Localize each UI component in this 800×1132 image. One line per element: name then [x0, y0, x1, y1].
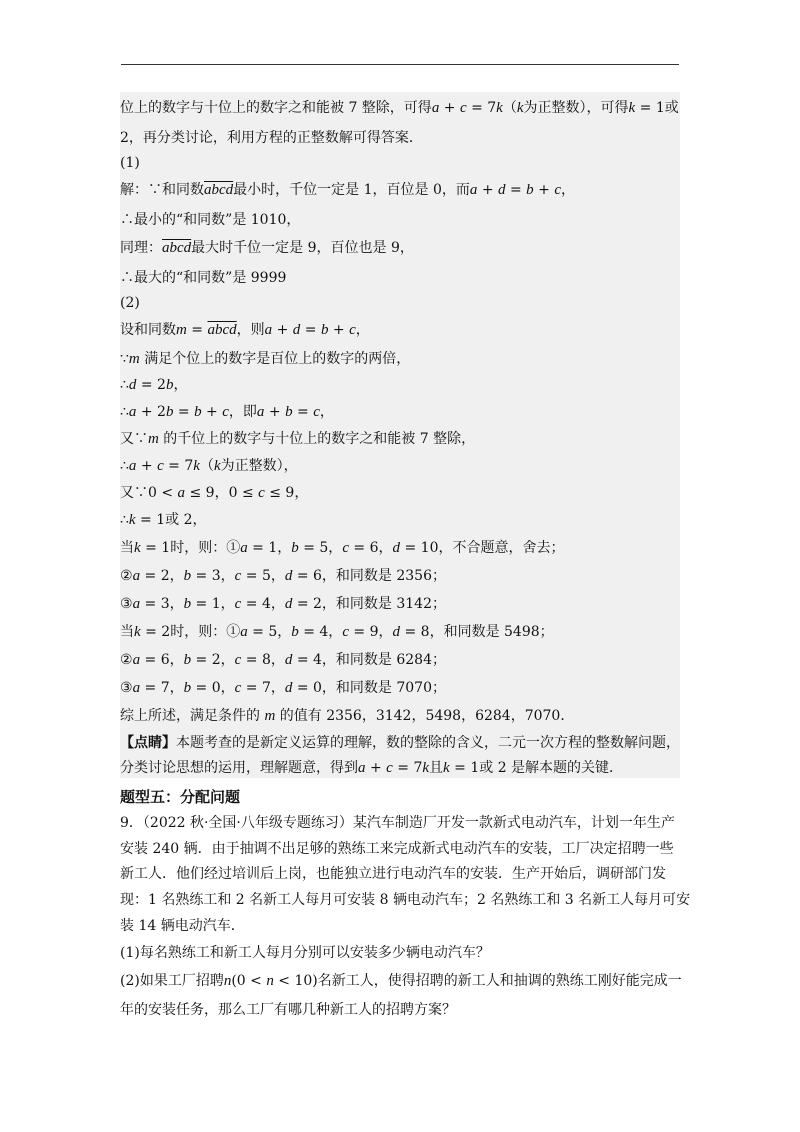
text-line: 年的安装任务，那么工厂有哪几种新工人的招聘方案？: [120, 1002, 456, 1018]
text-line: 当k = 1时，则：①a = 1，b = 5，c = 6，d = 10，不合题意，舍去；: [120, 540, 565, 556]
text-line: 安装 240 辆．由于抽调不出足够的熟练工来完成新式电动汽车的安装，工厂决定招聘一些: [120, 841, 674, 857]
section-heading: 题型五：分配问题: [120, 788, 241, 806]
text-line: ∴a + 2b = b + c，即a + b = c，: [120, 404, 334, 420]
text-line: 装 14 辆电动汽车．: [120, 918, 245, 934]
text-line: 分类讨论思想的运用，理解题意，得到a + c = 7k且k = 1或 2 是解本题的关键．: [120, 760, 624, 776]
text-line: ∴k = 1或 2，: [120, 512, 207, 528]
text-line: 新工人．他们经过培训后上岗，也能独立进行电动汽车的安装．生产开始后，调研部门发: [120, 866, 666, 882]
text-line: 现：1 名熟练工和 2 名新工人每月可安装 8 辆电动汽车；2 名熟练工和 3 名新工人每月可安: [120, 892, 691, 908]
text-line: 解：∵和同数abcd最小时，千位一定是 1，百位是 0，而a + d = b + c，: [120, 182, 575, 198]
text-line: 9．（2022 秋·全国·八年级专题练习）某汽车制造厂开发一款新式电动汽车，计划一年生产: [120, 815, 675, 831]
text-line: 2，再分类讨论，利用方程的正整数解可得答案．: [120, 130, 423, 146]
text-line: 又∵0 < a ≤ 9，0 ≤ c ≤ 9，: [120, 485, 309, 501]
text-line: 同理：abcd最大时千位一定是 9，百位也是 9，: [120, 240, 414, 256]
text-line: ②a = 2，b = 3，c = 5，d = 6，和同数是 2356；: [120, 568, 446, 584]
text-line: ∴d = 2b，: [120, 377, 188, 393]
text-line: ∴a + c = 7k（k为正整数），: [120, 458, 298, 474]
text-line: (2)如果工厂招聘n(0 < n < 10)名新工人，使得招聘的新工人和抽调的熟练工刚好能完成一: [120, 973, 682, 989]
text-line: 当k = 2时，则：①a = 5，b = 4，c = 9，d = 8，和同数是 5498；: [120, 624, 554, 640]
text-line: ③a = 7，b = 0，c = 7，d = 0，和同数是 7070；: [120, 680, 446, 696]
header-rule: [121, 64, 679, 65]
text-line: ∵m 满足个位上的数字是百位上的数字的两倍，: [120, 351, 411, 367]
text-line: (1)每名熟练工和新工人每月分别可以安装多少辆电动汽车？: [120, 945, 490, 961]
text-line: 综上所述，满足条件的 m 的值有 2356，3142，5498，6284，7070．: [120, 708, 575, 724]
text-line: 又∵m 的千位上的数字与十位上的数字之和能被 7 整除，: [120, 431, 476, 447]
text-line: ②a = 6，b = 2，c = 8，d = 4，和同数是 6284；: [120, 652, 446, 668]
text-line: 位上的数字与十位上的数字之和能被 7 整除，可得a + c = 7k（k为正整数），可得k = 1或: [120, 100, 679, 116]
text-line: ∴最小的“和同数”是 1010，: [120, 212, 301, 228]
text-line: (2): [120, 295, 140, 311]
text-line: ③a = 3，b = 1，c = 4，d = 2，和同数是 3142；: [120, 596, 446, 612]
text-line: (1): [120, 155, 140, 171]
text-line: 设和同数m = abcd，则a + d = b + c，: [120, 322, 370, 338]
text-line: ∴最大的“和同数”是 9999: [120, 270, 287, 286]
text-line: 【点睛】本题考查的是新定义运算的理解，数的整除的含义，二元一次方程的整数解问题，: [120, 735, 680, 751]
